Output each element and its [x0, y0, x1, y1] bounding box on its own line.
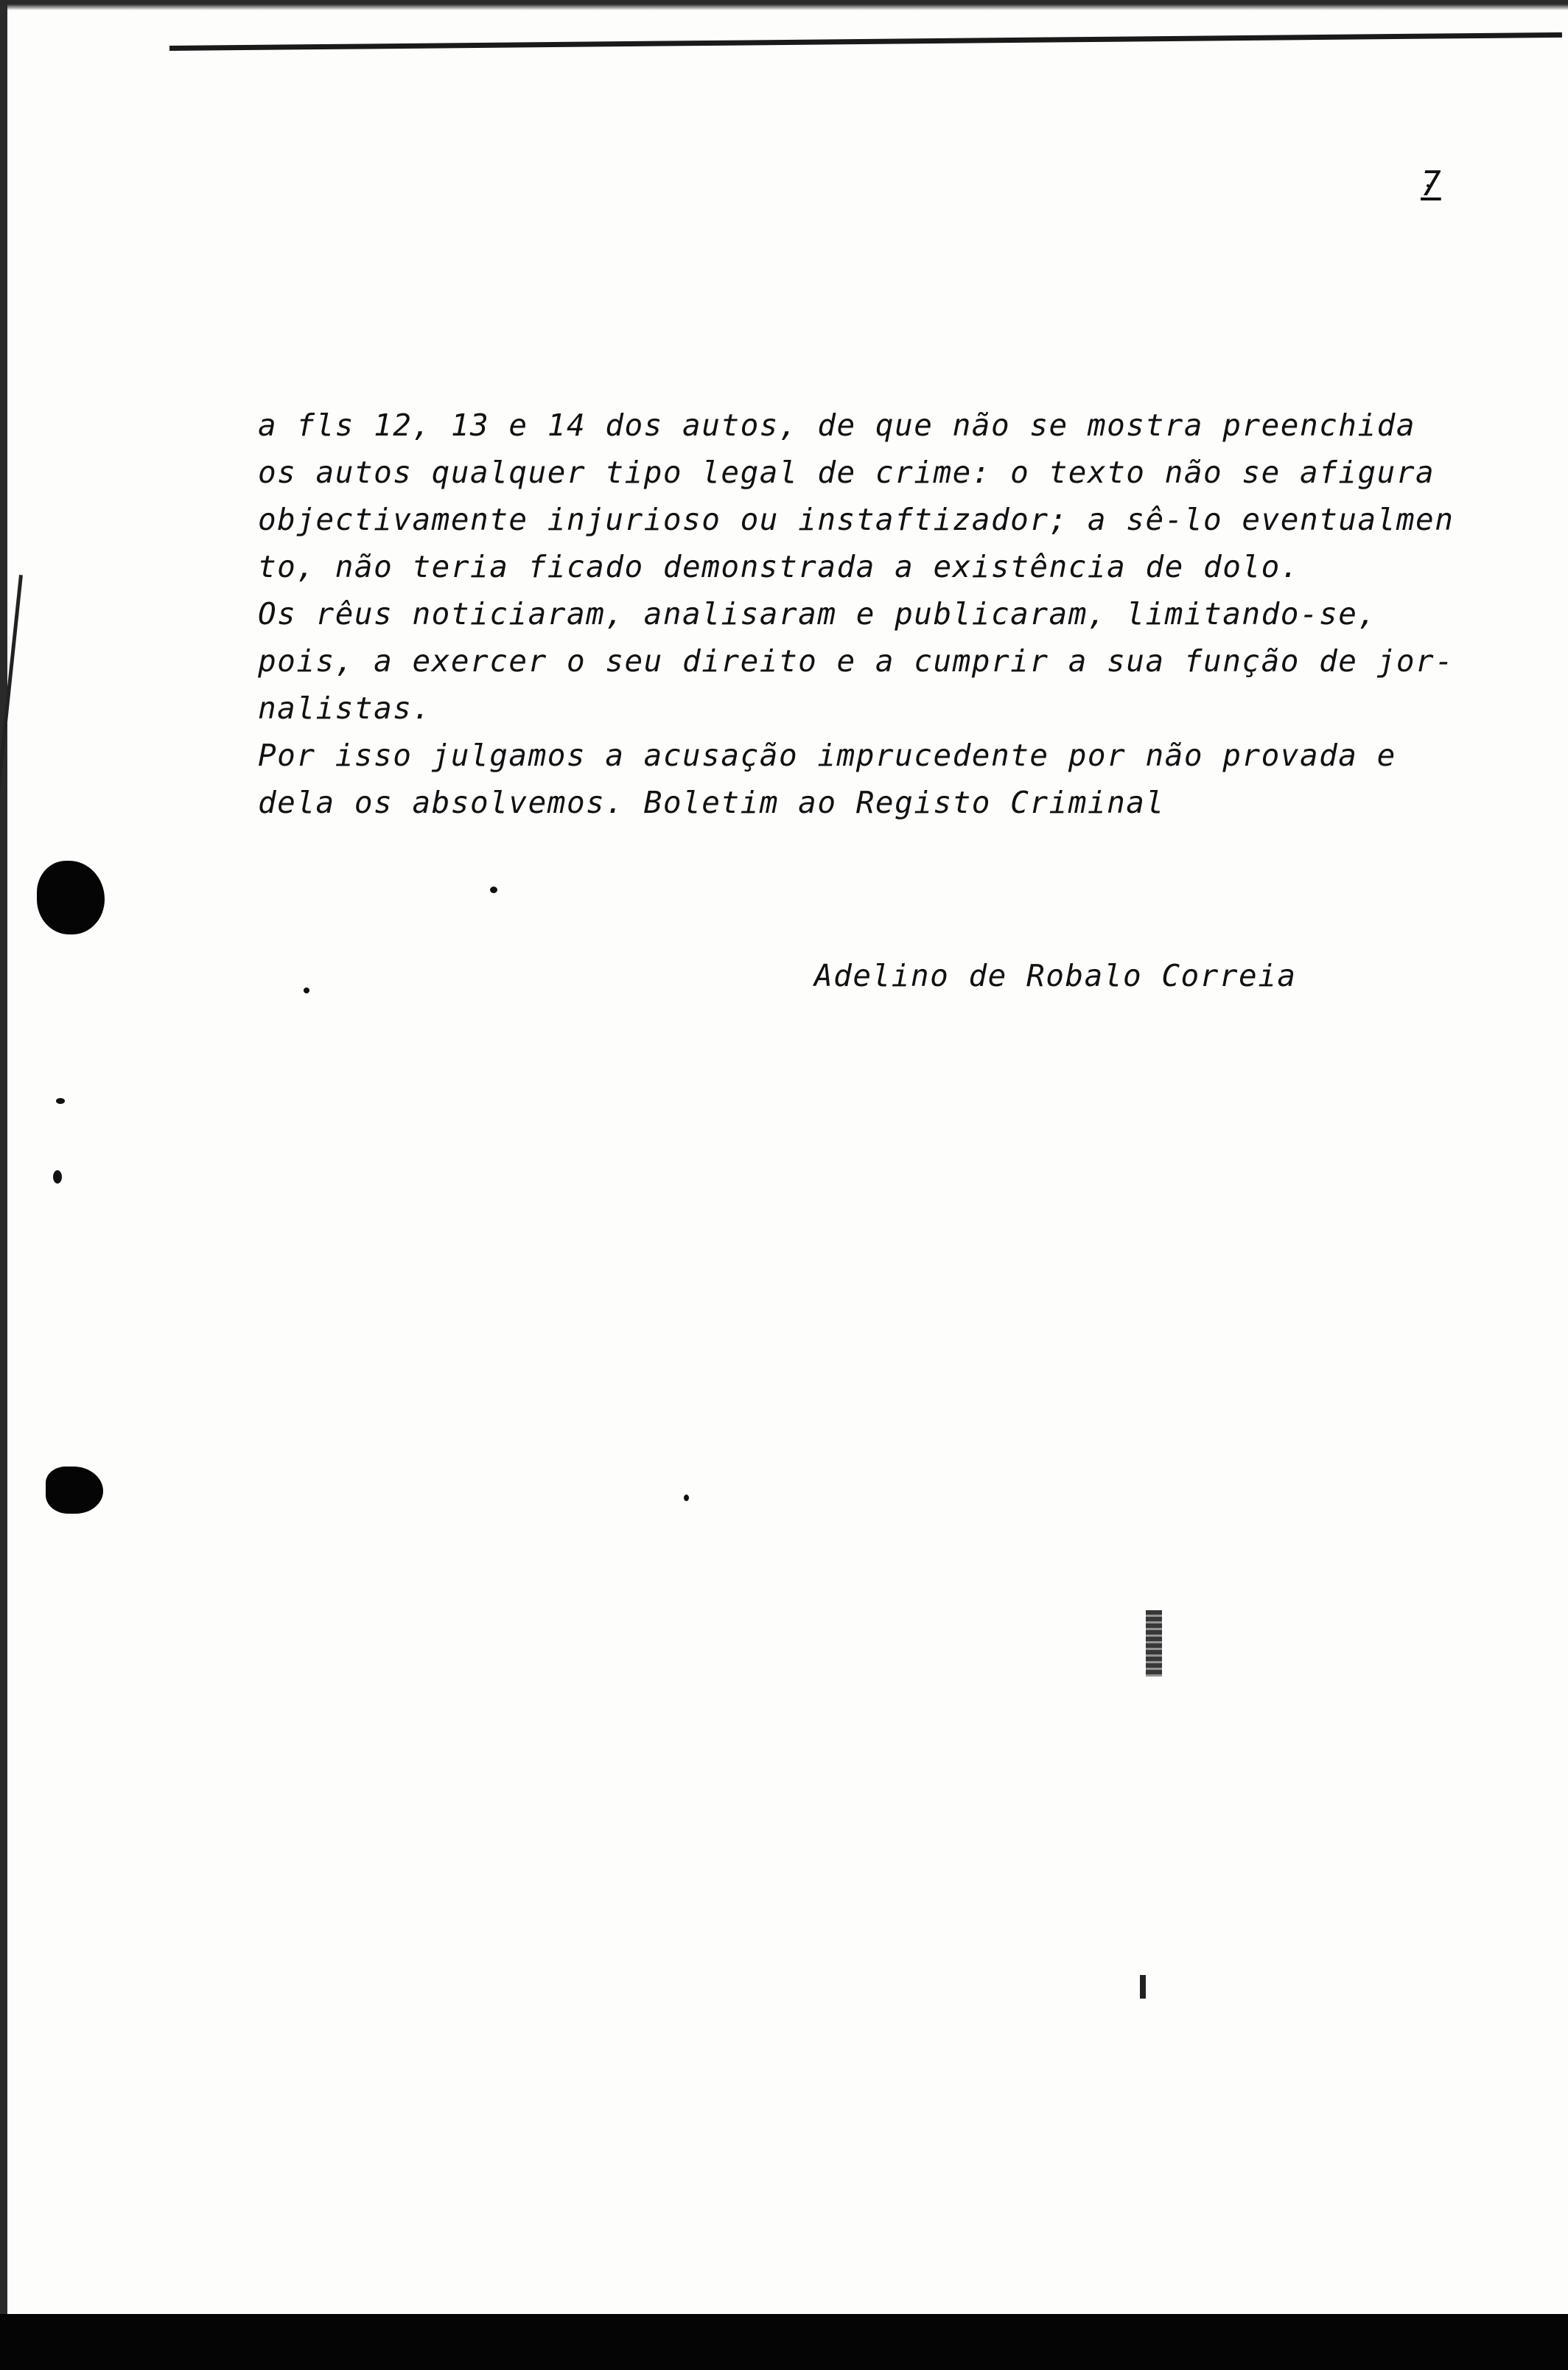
scan-top-edge: [0, 0, 1568, 10]
text-line: objectivamente injurioso ou instaftizador; a sê-lo eventualmen: [258, 502, 1455, 537]
ink-speck: [56, 1098, 65, 1104]
ink-speck: [684, 1495, 689, 1501]
ink-blot: [37, 861, 105, 934]
ink-speck: [304, 988, 309, 993]
body-text: [258, 402, 1455, 826]
scan-bottom-edge: [0, 2314, 1568, 2370]
signature: Adelino de Robalo Correia: [814, 958, 1297, 993]
scan-noise-mark: [1146, 1610, 1162, 1677]
top-rule-line: [169, 32, 1562, 51]
ink-speck: [53, 1170, 62, 1184]
text-line: Os rêus noticiaram, analisaram e publicaram, limitando-se,: [258, 596, 1377, 632]
text-line: nalistas.: [258, 691, 432, 726]
text-line: Por isso julgamos a acusação imprucedente por não provada e: [258, 738, 1396, 773]
text-line: a fls 12, 13 e 14 dos autos, de que não se mostra preenchida: [258, 408, 1416, 443]
ink-blot: [46, 1467, 103, 1514]
text-line: to, não teria ficado demonstrada a existência de dolo.: [258, 549, 1300, 584]
scan-noise-mark: [1140, 1975, 1146, 1999]
text-line: dela os absolvemos. Boletim ao Registo Criminal: [258, 785, 1165, 820]
ink-speck: [490, 887, 497, 893]
scan-left-edge: [0, 0, 7, 2370]
text-line: pois, a exercer o seu direito e a cumprir a sua função de jor-: [258, 643, 1455, 679]
text-line: os autos qualquer tipo legal de crime: o texto não se afigura: [258, 455, 1435, 490]
page-number: 7: [1421, 164, 1441, 203]
